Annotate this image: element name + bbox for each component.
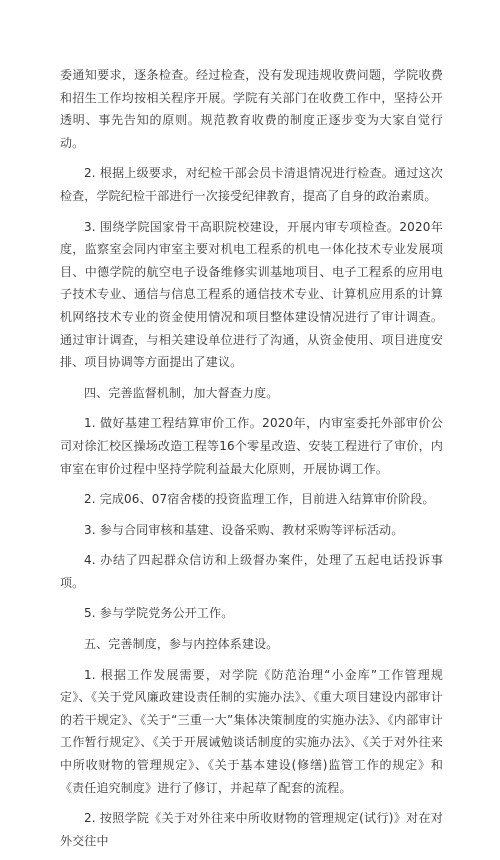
paragraph-item: 4. 办结了四起群众信访和上级督办案件，处理了五起电话投诉事项。 — [60, 553, 443, 590]
paragraph-item: 3. 围绕学院国家骨干高职院校建设，开展内审专项检查。2020年度，监察室会同内审室主要对机电工程系的机电一体化技术专业发展项目、中德学院的航空电子设备维修实训基地项目、电子工程系的应用电子技术专业、通信与信息工程系的通信技术专业、计算机应用系的计算机网络技术专业的资金使用情况和项目整体建设情况进行了审计调查。通过审计调查，与相关建设单位进行了沟通，从资金使用、项目进度安排、项目协调等方面提出了建议。 — [60, 219, 443, 370]
paragraph-item: 2. 完成06、07宿舍楼的投资监理工作，目前进入结算审价阶段。 — [84, 492, 435, 507]
paragraph-item: 3. 参与合同审核和基建、设备采购、教材采购等评标活动。 — [84, 522, 404, 537]
section-heading: 四、完善监督机制，加大督查力度。 — [84, 385, 279, 400]
document-body — [60, 64, 443, 860]
paragraph-item: 1. 做好基建工程结算审价工作。2020年，内审室委托外部审价公司对徐汇校区操场改造工程等16个零星改造、安装工程进行了审价，内审室在审价过程中坚持学院利益最大化原则，开展协调工作。 — [60, 416, 443, 476]
section-heading: 五、完善制度，参与内控体系建设。 — [84, 637, 279, 652]
paragraph-item: 5. 参与学院党务公开工作。 — [84, 606, 234, 621]
paragraph-continuation: 委通知要求，逐条检查。经过检查，没有发现违规收费问题，学院收费和招生工作均按相关程序开展。学院有关部门在收费工作中，坚持公开透明、事先告知的原则。规范教育收费的制度正逐步变为大家自觉行动。 — [60, 68, 443, 150]
paragraph-item: 2. 按照学院《关于对外往来中所收财物的管理规定(试行)》对在对外交往中 — [60, 811, 443, 848]
paragraph-item: 2. 根据上级要求，对纪检干部会员卡清退情况进行检查。通过这次检查，学院纪检干部进行一次接受纪律教育，提高了自身的政治素质。 — [60, 166, 443, 203]
paragraph-item: 1. 根据工作发展需要，对学院《防范治理“小金库”工作管理规定》、《关于党风廉政建设责任制的实施办法》、《重大项目建设内部审计的若干规定》、《关于“三重一大”集体决策制度的实施办法》、《内部审计工作暂行规定》、《关于开展诫勉谈话制度的实施办法》、《关于对外往来中所收财物的管理规定》、《关于基本建设(修缮)监管工作的规定》和《责任追究制度》进行了修订，并起草了配套的流程。 — [60, 667, 443, 795]
